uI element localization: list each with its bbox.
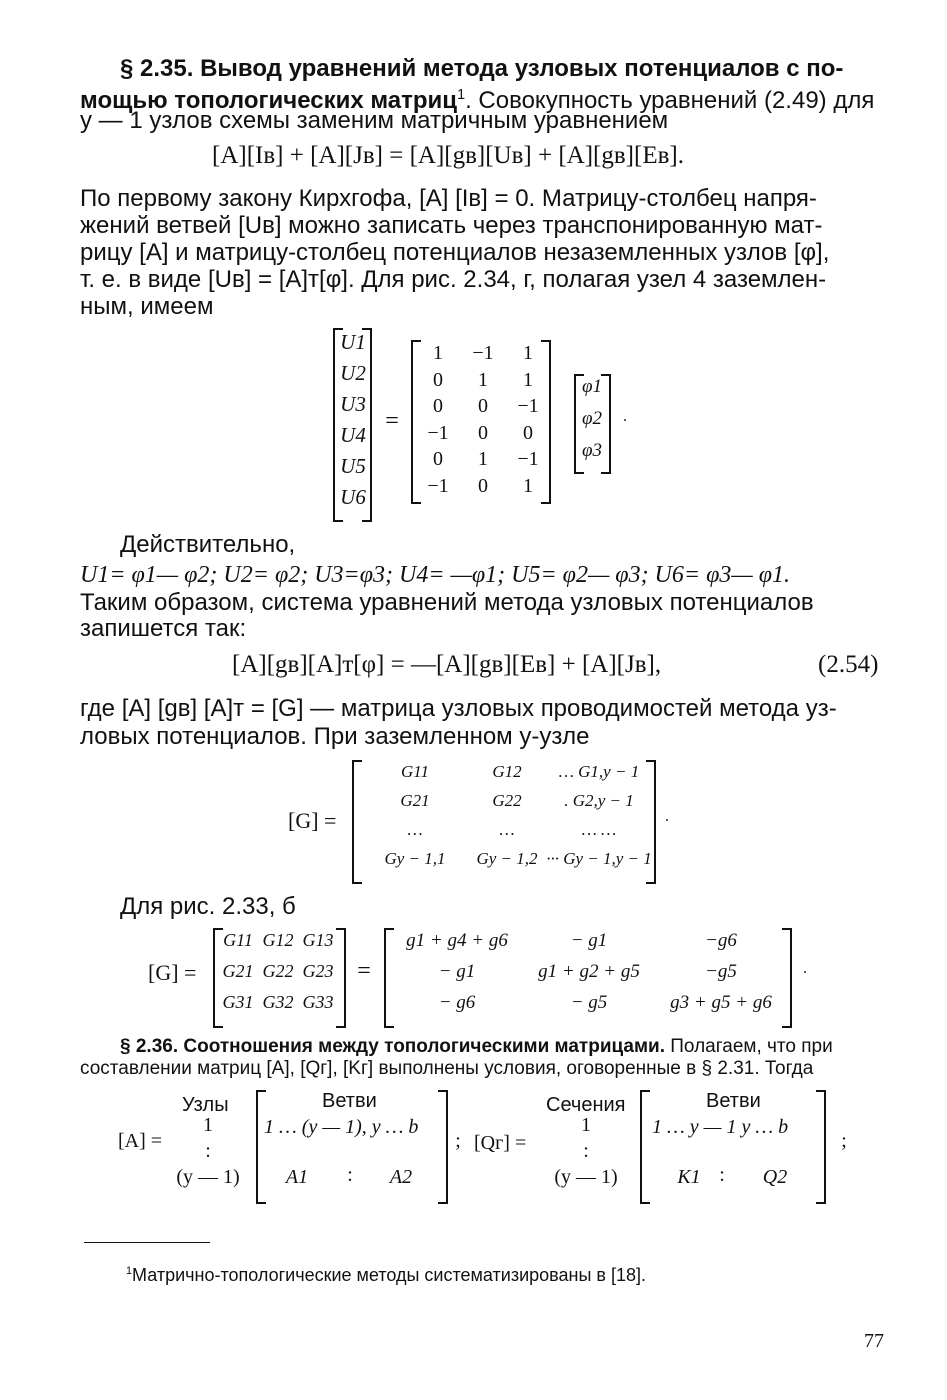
- separator-2: ;: [841, 1130, 847, 1152]
- q-sub-dots: :: [719, 1164, 725, 1186]
- para-line-3: рицу [A] и матрицу-столбец потенциалов незаземленных узлов [φ],: [80, 239, 830, 266]
- end-dot: .: [623, 408, 627, 425]
- para-line-9: ловых потенциалов. При заземленном y-узле: [80, 723, 590, 750]
- g33-cell-r1-c2: G12: [262, 930, 294, 950]
- a-row-last: (y — 1): [176, 1166, 240, 1188]
- at-cell-r1-c2: −1: [472, 342, 494, 364]
- para-line-8: где [A] [gв] [A]т = [G] — матрица узловых проводимостей метода уз-: [80, 695, 837, 722]
- q-block-right-bracket: [816, 1090, 826, 1204]
- g-cell-r3-c2: …: [499, 820, 515, 839]
- g33v-cell-r1-c1: g1 + g4 + g6: [406, 930, 508, 951]
- footnote-rule: [84, 1242, 210, 1243]
- line-3: y — 1 узлов схемы заменим матричным уравнением: [80, 107, 669, 134]
- g33-cell-r3-c2: G32: [262, 992, 294, 1012]
- g-cell-r2-c3: . G2,y − 1: [564, 791, 634, 810]
- at-cell-r6-c3: 1: [523, 474, 533, 497]
- u-5: U5: [340, 454, 366, 478]
- g33v-cell-r1-c3: −g6: [705, 930, 737, 951]
- at-cell-r5-c1: 0: [433, 448, 443, 470]
- g33-label: [G] =: [148, 960, 197, 985]
- u-4: U4: [340, 423, 366, 447]
- g33-cell-r1-c1: G11: [223, 930, 253, 950]
- a-block-left-bracket: [256, 1090, 266, 1204]
- a-sub-a1: A1: [285, 1166, 309, 1188]
- g33-equals: =: [357, 958, 371, 984]
- para-line-2: жений ветвей [Uв] можно записать через транспонированную мат-: [80, 212, 823, 239]
- q-sub-k1: K1: [677, 1166, 701, 1188]
- g33v-cell-r2-c3: −g5: [705, 961, 737, 982]
- footnote-text: Матрично-топологические методы систематизированы в [18].: [132, 1265, 646, 1285]
- at-cell-r2-c2: 1: [478, 368, 488, 391]
- section-236-heading: § 2.36. Соотношения между топологическими матрицами.: [120, 1036, 665, 1057]
- a-top-columns: 1 … (y — 1), y … b: [264, 1116, 419, 1138]
- q-sub-q2: Q2: [762, 1166, 788, 1188]
- u-2: U2: [340, 361, 366, 385]
- equals-sign: =: [385, 408, 399, 434]
- g33v-cell-r3-c1: − g6: [438, 992, 476, 1013]
- page-number: 77: [864, 1330, 884, 1352]
- u-3: U3: [340, 392, 366, 416]
- at-cell-r2-c3: 1: [523, 368, 533, 391]
- at-cell-r1-c1: 1: [433, 342, 443, 364]
- indeed-line: Действительно,: [120, 531, 296, 558]
- u-1: U1: [340, 330, 366, 354]
- g-cell-r4-c2: Gy − 1,2: [476, 849, 538, 868]
- g-cell-r1-c1: G11: [400, 762, 429, 781]
- equation-number-2-54: (2.54): [818, 651, 879, 678]
- branches-label: Ветви: [322, 1090, 377, 1112]
- at-cell-r5-c3: −1: [517, 448, 539, 470]
- a-matrix-label: [A] =: [118, 1130, 163, 1152]
- g-cell-r2-c2: G22: [492, 791, 522, 810]
- q-top-columns: 1 … y — 1 y … b: [652, 1116, 789, 1138]
- line2-rest: . Совокупность уравнений (2.49) для: [465, 87, 875, 114]
- section-236-line-2: составлении матриц [A], [Qг], [Kг] выполнены условия, оговоренные в § 2.31. Тогда: [80, 1058, 814, 1079]
- g33-cell-r3-c1: G31: [222, 992, 254, 1012]
- q-matrix-label: [Qг] =: [474, 1132, 527, 1154]
- relations-line: U1= φ1— φ2; U2= φ2; U3=φ3; U4= —φ1; U5= φ2— φ3; U6= φ3— φ1.: [80, 562, 790, 588]
- g-cell-r1-c3: … G1,y − 1: [558, 762, 640, 781]
- g33v-cell-r2-c2: g1 + g2 + g5: [538, 961, 640, 982]
- g-general-end-dot: .: [665, 808, 669, 825]
- at-cell-r4-c1: −1: [427, 421, 449, 444]
- at-cell-r3-c1: 0: [433, 395, 443, 417]
- q-row-dots: :: [583, 1140, 589, 1162]
- g33-end-dot: .: [803, 960, 807, 977]
- a-block-right-bracket: [438, 1090, 448, 1204]
- q-row-last: (y — 1): [554, 1166, 618, 1188]
- a-row-dots: :: [205, 1140, 211, 1162]
- g-cell-r4-c1: Gy − 1,1: [384, 849, 446, 868]
- a-sub-a2: A2: [389, 1166, 413, 1188]
- q-block-left-bracket: [640, 1090, 650, 1204]
- para-line-6: Таким образом, система уравнений метода узловых потенциалов: [80, 589, 814, 616]
- at-cell-r4-c3: 0: [523, 421, 533, 444]
- q-row-1: 1: [581, 1114, 591, 1136]
- at-cell-r6-c1: −1: [427, 474, 449, 497]
- phi-1: φ1: [581, 376, 602, 397]
- heading-continuation: мощью топологических матриц: [80, 87, 458, 114]
- at-cell-r2-c1: 0: [433, 368, 443, 391]
- separator-1: ;: [455, 1130, 461, 1152]
- footnote-ref: 1: [457, 87, 466, 103]
- g-cell-r2-c1: G21: [400, 791, 430, 810]
- u-6: U6: [340, 485, 366, 509]
- para-line-7: запишется так:: [80, 615, 247, 642]
- phi-3: φ3: [581, 440, 602, 461]
- footnote-mark: 1: [126, 1265, 133, 1277]
- branches-label-2: Ветви: [706, 1090, 761, 1112]
- at-cell-r3-c2: 0: [478, 395, 488, 417]
- at-cell-r4-c2: 0: [478, 421, 488, 444]
- g-cell-r4-c3: ··· Gy − 1,y − 1: [546, 849, 652, 868]
- a-row-1: 1: [203, 1114, 213, 1136]
- g-matrix-label: [G] =: [288, 808, 337, 833]
- g33-cell-r3-c3: G33: [302, 992, 334, 1012]
- g33-cell-r2-c2: G22: [262, 961, 294, 981]
- equation-2-54: [A][gв][A]т[φ] = —[A][gв][Eв] + [A][Jв],: [232, 651, 662, 678]
- phi-2: φ2: [581, 408, 602, 429]
- at-cell-r6-c2: 0: [478, 474, 488, 497]
- g33v-cell-r3-c3: g3 + g5 + g6: [670, 992, 772, 1013]
- nodes-label: Узлы: [182, 1094, 229, 1116]
- g33-cell-r1-c3: G13: [302, 930, 334, 950]
- at-cell-r1-c3: 1: [523, 342, 533, 364]
- sections-label: Сечения: [546, 1094, 626, 1116]
- fig-233-line: Для рис. 2.33, б: [120, 893, 296, 920]
- section-235-heading: § 2.35. Вывод уравнений метода узловых потенциалов с по-: [120, 55, 844, 82]
- para-line-4: т. е. в виде [Uв] = [A]т[φ]. Для рис. 2.34, г, полагая узел 4 заземлен-: [80, 266, 827, 293]
- g33v-cell-r1-c2: − g1: [570, 930, 608, 951]
- at-cell-r3-c3: −1: [517, 395, 539, 417]
- a-sub-dots: :: [347, 1164, 353, 1186]
- g33-cell-r2-c1: G21: [222, 961, 254, 981]
- at-cell-r5-c2: 1: [478, 448, 488, 470]
- g33-cell-r2-c3: G23: [302, 961, 334, 981]
- g-cell-r1-c2: G12: [492, 762, 522, 781]
- para-line-5: ным, имеем: [80, 293, 214, 320]
- footnote: [126, 1256, 646, 1290]
- section-236-line1-rest: Полагаем, что при: [665, 1036, 833, 1057]
- para-line-1: По первому закону Кирхгофа, [A] [Iв] = 0. Матрицу-столбец напря-: [80, 185, 817, 212]
- g-cell-r3-c3: … …: [581, 820, 617, 839]
- g33v-cell-r3-c2: − g5: [570, 992, 608, 1013]
- g33v-cell-r2-c1: − g1: [438, 961, 476, 982]
- g-cell-r3-c1: …: [407, 820, 423, 839]
- matrix-equation-1: [A][Iв] + [A][Jв] = [A][gв][Uв] + [A][gв][Eв].: [212, 142, 684, 169]
